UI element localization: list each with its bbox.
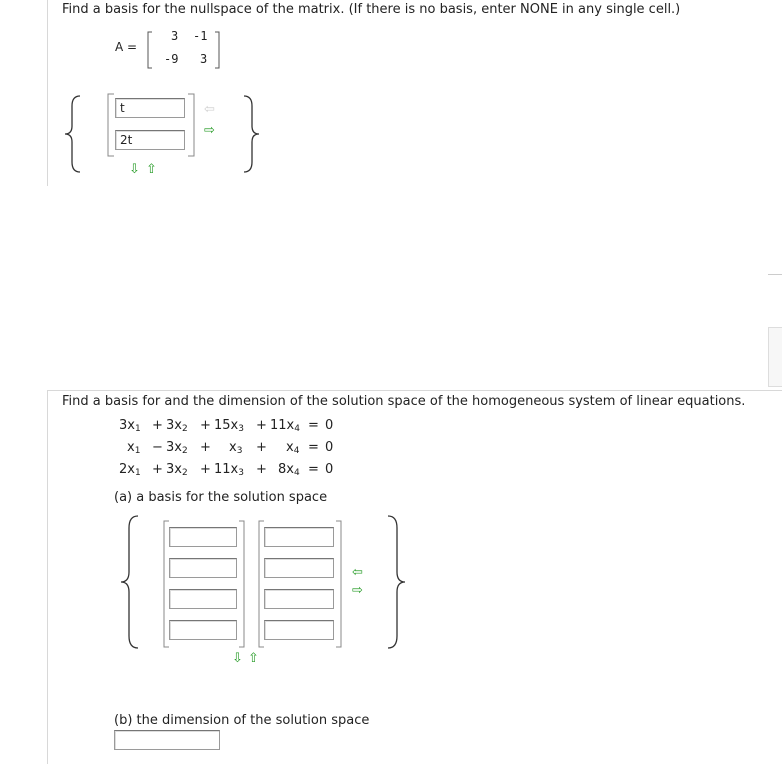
left-set-brace-2 bbox=[118, 514, 142, 650]
eq3-op3: + bbox=[256, 462, 267, 477]
remove-column-arrow-icon[interactable]: ⇦ bbox=[204, 102, 215, 117]
basis-vector-cell-2[interactable] bbox=[115, 130, 185, 150]
side-panel-tab[interactable] bbox=[768, 327, 782, 387]
eq3-rhs: 0 bbox=[325, 462, 334, 477]
matrix-cell-1-1: 3 bbox=[171, 29, 179, 43]
vector-1-cell-2[interactable] bbox=[169, 558, 237, 578]
remove-row-arrow-icon-2[interactable]: ⇧ bbox=[248, 651, 259, 666]
section-border-top bbox=[47, 0, 48, 186]
eq1-rhs: 0 bbox=[325, 418, 334, 433]
eq2-op1: − bbox=[152, 440, 163, 455]
add-row-arrow-icon[interactable]: ⇩ bbox=[129, 162, 140, 177]
vector-2-cell-1[interactable] bbox=[264, 527, 334, 547]
dimension-input[interactable] bbox=[114, 730, 220, 750]
eq3-term2: $3x_2$ bbox=[166, 462, 188, 478]
eq1-term2: $3x_2$ bbox=[166, 418, 188, 434]
matrix-a bbox=[146, 30, 221, 70]
eq1-op2: + bbox=[200, 418, 211, 433]
basis-vector-cell-1[interactable] bbox=[115, 98, 185, 118]
right-set-brace bbox=[240, 94, 262, 174]
eq2-equals: = bbox=[308, 440, 319, 455]
remove-row-arrow-icon[interactable]: ⇧ bbox=[146, 162, 157, 177]
vector-2-cell-4[interactable] bbox=[264, 620, 334, 640]
eq1-op1: + bbox=[152, 418, 163, 433]
side-tick bbox=[768, 274, 782, 275]
vector-1-cell-4[interactable] bbox=[169, 620, 237, 640]
eq3-term3: $11x_3$ bbox=[214, 462, 244, 478]
eq2-rhs: 0 bbox=[325, 440, 334, 455]
eq1-equals: = bbox=[308, 418, 319, 433]
eq1-term1: $3x_1$ bbox=[119, 418, 141, 434]
left-set-brace bbox=[62, 94, 84, 174]
remove-vector-arrow-icon[interactable]: ⇦ bbox=[352, 565, 363, 580]
vector-2-cell-3[interactable] bbox=[264, 589, 334, 609]
part-b-label: (b) the dimension of the solution space bbox=[114, 713, 370, 728]
vector-1-cell-3[interactable] bbox=[169, 589, 237, 609]
eq3-term4: $8x_4$ bbox=[278, 462, 300, 478]
eq3-term1: $2x_1$ bbox=[119, 462, 141, 478]
add-row-arrow-icon-2[interactable]: ⇩ bbox=[232, 651, 243, 666]
section-divider bbox=[47, 390, 782, 391]
eq3-op2: + bbox=[200, 462, 211, 477]
add-column-arrow-icon[interactable]: ⇨ bbox=[204, 123, 215, 138]
eq2-term3: $x_3$ bbox=[229, 440, 243, 456]
eq1-term4: $11x_4$ bbox=[270, 418, 300, 434]
eq3-op1: + bbox=[152, 462, 163, 477]
add-vector-arrow-icon[interactable]: ⇨ bbox=[352, 583, 363, 598]
matrix-cell-2-1: -9 bbox=[164, 52, 179, 66]
matrix-label: A = bbox=[115, 40, 138, 54]
eq2-op3: + bbox=[256, 440, 267, 455]
q1-prompt: Find a basis for the nullspace of the matrix. (If there is no basis, enter NONE in any single cell.) bbox=[62, 2, 681, 17]
vector-1-cell-1[interactable] bbox=[169, 527, 237, 547]
eq2-term2: $3x_2$ bbox=[166, 440, 188, 456]
vector-2-cell-2[interactable] bbox=[264, 558, 334, 578]
q2-prompt: Find a basis for and the dimension of the solution space of the homogeneous system of linear equations. bbox=[62, 394, 746, 409]
eq2-op2: + bbox=[200, 440, 211, 455]
part-a-label: (a) a basis for the solution space bbox=[114, 490, 328, 505]
eq3-equals: = bbox=[308, 462, 319, 477]
eq2-term4: $x_4$ bbox=[286, 440, 300, 456]
section-border-bottom bbox=[47, 390, 48, 764]
eq1-term3: $15x_3$ bbox=[214, 418, 244, 434]
matrix-cell-1-2: -1 bbox=[193, 29, 208, 43]
eq2-term1: $x_1$ bbox=[127, 440, 141, 456]
eq1-op3: + bbox=[256, 418, 267, 433]
matrix-cell-2-2: 3 bbox=[200, 52, 208, 66]
right-set-brace-2 bbox=[384, 514, 408, 650]
